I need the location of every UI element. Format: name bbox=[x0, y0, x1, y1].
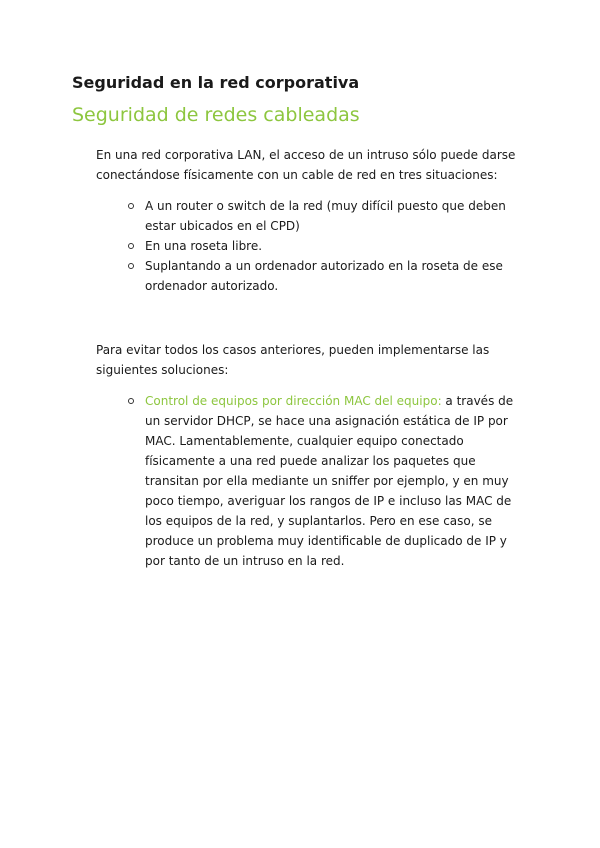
list-item-text: A un router o switch de la red (muy difícil puesto que deben estar ubicados en el CPD) bbox=[145, 199, 506, 233]
intrusion-scenarios-list bbox=[128, 196, 528, 296]
section-heading: Seguridad de redes cableadas bbox=[72, 104, 360, 126]
intro-paragraph: En una red corporativa LAN, el acceso de un intruso sólo puede darse conectándose físicamente con un cable de red en tres situaciones: bbox=[96, 148, 516, 182]
hollow-bullet-icon bbox=[128, 203, 134, 209]
document-title: Seguridad en la red corporativa bbox=[72, 73, 360, 92]
list-item bbox=[128, 256, 528, 296]
list-item bbox=[128, 236, 528, 256]
hollow-bullet-icon bbox=[128, 243, 134, 249]
solution-text: a través de un servidor DHCP, se hace una asignación estática de IP por MAC. Lamentablemente, cualquier equipo conectado físicamente a una red puede analizar los paquetes que transitan por ella mediante un sniffer por ejemplo, y en muy poco tiempo, averiguar los rangos de IP e incluso las MAC de los equipos de la red, y suplantarlos. Pero en ese caso, se produce un problema muy identificable de duplicado de IP y por tanto de un intruso en la red. bbox=[145, 394, 514, 568]
list-item-text: En una roseta libre. bbox=[145, 239, 263, 253]
solutions-paragraph: Para evitar todos los casos anteriores, pueden implementarse las siguientes soluciones: bbox=[96, 343, 490, 377]
solution-highlight: Control de equipos por dirección MAC del equipo: bbox=[145, 394, 442, 408]
hollow-bullet-icon bbox=[128, 263, 134, 269]
list-item-text: Suplantando a un ordenador autorizado en la roseta de ese ordenador autorizado. bbox=[145, 259, 503, 293]
solutions-list bbox=[128, 391, 528, 571]
hollow-bullet-icon bbox=[128, 398, 134, 404]
list-item bbox=[128, 391, 528, 571]
list-item bbox=[128, 196, 528, 236]
